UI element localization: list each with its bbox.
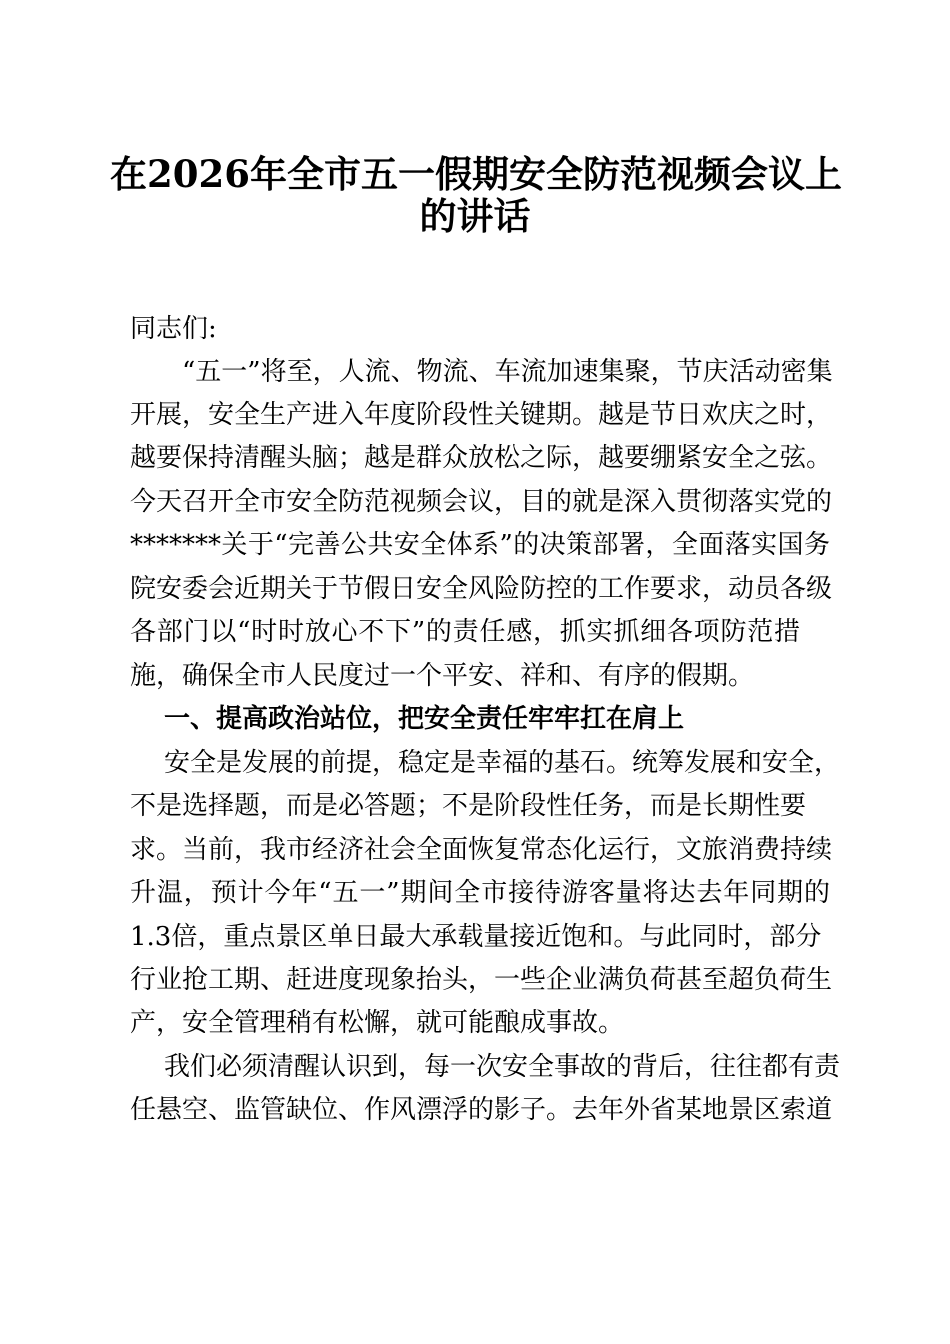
body-line-7: 各部门以“时时放心不下”的责任感，抓实抓细各项防范措 (130, 617, 800, 647)
body-line-8: 施，确保全市人民度过一个平安、祥和、有序的假期。 (130, 661, 755, 691)
body-line-9: 安全是发展的前提，稳定是幸福的基石。统筹发展和安全， (164, 748, 841, 778)
body-line-1: “五一”将至，人流、物流、车流加速集聚，节庆活动密集 (182, 357, 833, 387)
body-line-11: 求。当前，我市经济社会全面恢复常态化运行，文旅消费持续 (130, 835, 833, 865)
document-title-line-1: 在2026年全市五一假期安全防范视频会议上 (110, 152, 842, 196)
body-line-16: 我们必须清醒认识到，每一次安全事故的背后，往往都有责 (164, 1052, 841, 1082)
salutation: 同志们: (130, 314, 217, 344)
body-line-5: *******关于“完善公共安全体系”的决策部署，全面落实国务 (130, 530, 830, 560)
body-line-4: 今天召开全市安全防范视频会议，目的就是深入贯彻落实党的 (130, 487, 833, 517)
body-line-14: 行业抢工期、赶进度现象抬头，一些企业满负荷甚至超负荷生 (130, 965, 833, 995)
body-line-12: 升温，预计今年“五一”期间全市接待游客量将达去年同期的 (130, 878, 830, 908)
body-line-17: 任悬空、监管缺位、作风漂浮的影子。去年外省某地景区索道 (130, 1095, 833, 1125)
body-line-10: 不是选择题，而是必答题；不是阶段性任务，而是长期性要 (130, 791, 807, 821)
section-heading-1: 一、提高政治站位，把安全责任牢牢扛在肩上 (164, 704, 685, 734)
body-line-15: 产，安全管理稍有松懈，就可能酿成事故。 (130, 1008, 625, 1038)
body-line-3: 越要保持清醒头脑；越是群众放松之际，越要绷紧安全之弦。 (130, 443, 833, 473)
body-line-2: 开展，安全生产进入年度阶段性关键期。越是节日欢庆之时， (130, 400, 833, 430)
body-line-6: 院安委会近期关于节假日安全风险防控的工作要求，动员各级 (130, 574, 833, 604)
document-title-line-2: 的讲话 (419, 194, 531, 238)
body-line-13: 1.3倍，重点景区单日最大承载量接近饱和。与此同时，部分 (130, 922, 822, 952)
